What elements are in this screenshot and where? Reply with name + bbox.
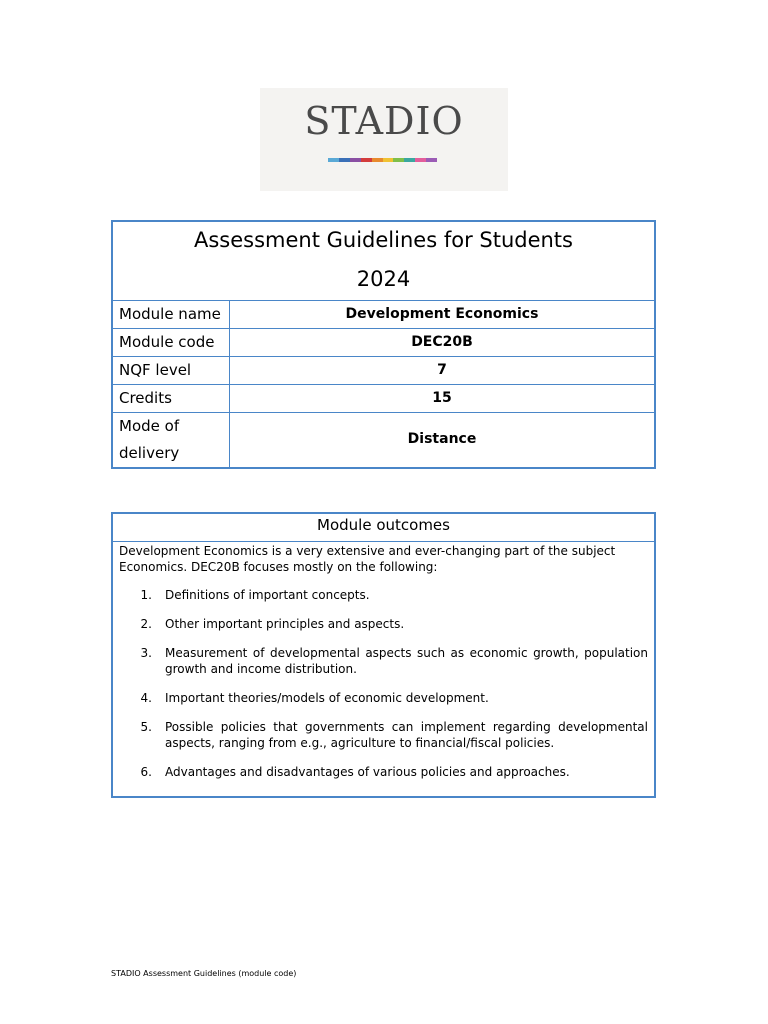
row-label: Credits xyxy=(113,385,230,412)
list-item-text: Important theories/models of economic development. xyxy=(165,691,489,705)
logo-color-segment xyxy=(426,158,437,162)
logo-color-segment xyxy=(372,158,383,162)
outcomes-heading: Module outcomes xyxy=(113,514,654,542)
list-item-text: Definitions of important concepts. xyxy=(165,588,370,602)
document-title: Assessment Guidelines for Students xyxy=(194,228,573,252)
table-header xyxy=(113,222,654,301)
logo-color-segment xyxy=(393,158,404,162)
list-item xyxy=(119,587,648,603)
list-item xyxy=(119,616,648,632)
table-row xyxy=(113,413,654,469)
row-label: Module code xyxy=(113,329,230,356)
table-row xyxy=(113,301,654,329)
logo-color-segment xyxy=(328,158,339,162)
list-item xyxy=(119,764,648,780)
row-value: 7 xyxy=(437,362,447,378)
logo-color-segment xyxy=(350,158,361,162)
document-year: 2024 xyxy=(356,267,411,291)
list-item-number: 5. xyxy=(140,720,152,734)
logo-color-segment xyxy=(415,158,426,162)
logo-color-segment xyxy=(339,158,350,162)
list-item-text: Other important principles and aspects. xyxy=(165,617,405,631)
list-item-number: 6. xyxy=(140,765,152,779)
outcomes-list xyxy=(119,587,648,780)
list-item xyxy=(119,690,648,706)
table-row xyxy=(113,385,654,413)
stadio-logo xyxy=(260,88,508,191)
list-item-number: 4. xyxy=(140,691,152,705)
list-item-text: Advantages and disadvantages of various policies and approaches. xyxy=(165,765,570,779)
row-value: Distance xyxy=(407,431,477,447)
module-info-table xyxy=(111,220,656,469)
module-outcomes-table xyxy=(111,512,656,798)
table-row xyxy=(113,329,654,357)
row-value: DEC20B xyxy=(411,334,473,350)
list-item-text: Possible policies that governments can implement regarding developmental aspects, ranging from e.g., agriculture to financial/fiscal policies. xyxy=(165,720,648,750)
row-label: NQF level xyxy=(113,357,230,384)
row-label: Mode of delivery xyxy=(113,413,230,469)
list-item-number: 3. xyxy=(140,646,152,660)
list-item-text: Measurement of developmental aspects such as economic growth, population growth and income distribution. xyxy=(165,646,648,676)
list-item xyxy=(119,645,648,677)
row-value: 15 xyxy=(432,390,452,406)
logo-color-segment xyxy=(361,158,372,162)
outcomes-intro: Development Economics is a very extensive and ever-changing part of the subject Economics. DEC20B focuses mostly on the following: xyxy=(119,544,616,574)
page-footer: STADIO Assessment Guidelines (module code) xyxy=(111,969,297,978)
outcomes-body xyxy=(113,542,654,780)
logo-color-bar xyxy=(328,158,437,162)
logo-color-segment xyxy=(404,158,415,162)
row-value: Development Economics xyxy=(345,306,539,322)
table-row xyxy=(113,357,654,385)
logo-color-segment xyxy=(383,158,394,162)
logo-wordmark: STADIO xyxy=(304,99,464,143)
list-item-number: 2. xyxy=(140,617,152,631)
row-label: Module name xyxy=(113,301,230,328)
list-item xyxy=(119,719,648,751)
list-item-number: 1. xyxy=(140,588,152,602)
